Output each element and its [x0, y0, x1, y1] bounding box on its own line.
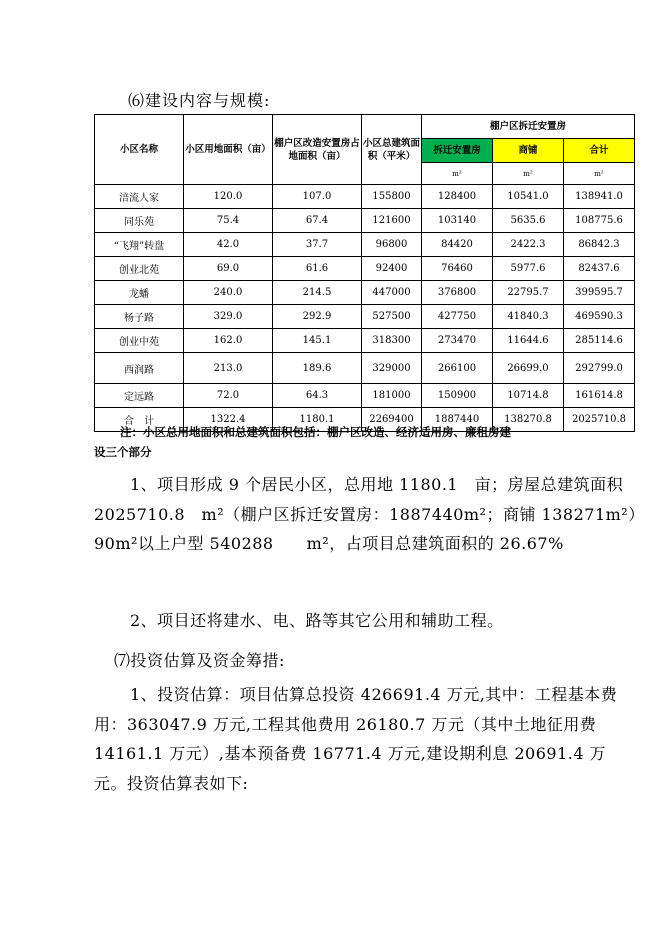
- cell-land-area: 329.0: [184, 305, 273, 329]
- cell-relocation: 76460: [422, 257, 493, 281]
- cell-shops: 26699.0: [493, 353, 564, 384]
- cell-build-area: 92400: [362, 257, 422, 281]
- cell-build-area: 2269400: [362, 408, 422, 432]
- table-row: [95, 384, 635, 408]
- cell-build-area: 181000: [362, 384, 422, 408]
- cell-reno-area: 189.6: [273, 353, 362, 384]
- cell-relocation: 273470: [422, 329, 493, 353]
- cell-shops: 138270.8: [493, 408, 564, 432]
- cell-build-area: 96800: [362, 233, 422, 257]
- cell-name: 龙蟠: [95, 281, 184, 305]
- unit-cell: m²: [564, 163, 635, 185]
- paragraph-project-summary: 1、项目形成 9 个居民小区，总用地 1180.1 亩；房屋总建筑面积 2025710.8 m²（棚户区拆迁安置房：1887440m²；商铺 138271m²）90m²以上户型 540288 m²，占项目总建筑面积的 26.67%: [94, 475, 637, 553]
- cell-total: 108775.6: [564, 209, 635, 233]
- cell-reno-area: 37.7: [273, 233, 362, 257]
- cell-shops: 10541.0: [493, 185, 564, 209]
- header-sub-shops: 商铺: [493, 139, 564, 163]
- table-row: [95, 233, 635, 257]
- cell-relocation: 427750: [422, 305, 493, 329]
- section-heading-investment: ⑺投资估算及资金筹措:: [114, 651, 285, 670]
- header-reno-area: 棚户区改造安置房占地面积（亩）: [273, 115, 362, 185]
- cell-shops: 5635.6: [493, 209, 564, 233]
- table-row: [95, 209, 635, 233]
- cell-land-area: 72.0: [184, 384, 273, 408]
- cell-reno-area: 61.6: [273, 257, 362, 281]
- section-heading-construction: ⑹建设内容与规模:: [128, 91, 271, 110]
- cell-build-area: 447000: [362, 281, 422, 305]
- table-row: [95, 305, 635, 329]
- cell-name: 杨子路: [95, 305, 184, 329]
- cell-build-area: 329000: [362, 353, 422, 384]
- paragraph-investment-estimate: 1、投资估算：项目估算总投资 426691.4 万元,其中：工程基本费用：363047.9 万元,工程其他费用 26180.7 万元（其中土地征用费 14161.1 万元）,基本预备费 16771.4 万元,建设期利息 20691.4 万元。投资估算表如下:: [94, 685, 618, 793]
- cell-land-area: 240.0: [184, 281, 273, 305]
- cell-relocation: 128400: [422, 185, 493, 209]
- table-note-line2: 设三个部分: [94, 445, 152, 459]
- cell-land-area: 120.0: [184, 185, 273, 209]
- table-row: [95, 329, 635, 353]
- header-group: 棚户区拆迁安置房: [422, 115, 635, 139]
- cell-name: 定远路: [95, 384, 184, 408]
- cell-name: 创业中苑: [95, 329, 184, 353]
- cell-shops: 2422.3: [493, 233, 564, 257]
- cell-total: 82437.6: [564, 257, 635, 281]
- header-sub-total: 合计: [564, 139, 635, 163]
- cell-name: 合 计: [95, 408, 184, 432]
- cell-shops: 22795.7: [493, 281, 564, 305]
- cell-name: 涪流人家: [95, 185, 184, 209]
- cell-reno-area: 64.3: [273, 384, 362, 408]
- cell-reno-area: 1180.1: [273, 408, 362, 432]
- cell-reno-area: 214.5: [273, 281, 362, 305]
- cell-total: 2025710.8: [564, 408, 635, 432]
- header-land-area: 小区用地面积（亩）: [184, 115, 273, 185]
- cell-total: 138941.0: [564, 185, 635, 209]
- header-name: 小区名称: [95, 115, 184, 185]
- cell-total: 285114.6: [564, 329, 635, 353]
- unit-cell: m²: [493, 163, 564, 185]
- cell-land-area: 1322.4: [184, 408, 273, 432]
- cell-build-area: 318300: [362, 329, 422, 353]
- cell-shops: 41840.3: [493, 305, 564, 329]
- unit-cell: m²: [422, 163, 493, 185]
- header-sub-relocation: 拆迁安置房: [422, 139, 493, 163]
- paragraph-utilities: 2、项目还将建水、电、路等其它公用和辅助工程。: [130, 611, 504, 630]
- table-note-line1: 注：小区总用地面积和总建筑面积包括：棚户区改造、经济适用房、廉租房建: [120, 425, 511, 439]
- construction-scale-table: [94, 114, 635, 432]
- cell-land-area: 69.0: [184, 257, 273, 281]
- table-row: [95, 185, 635, 209]
- cell-reno-area: 292.9: [273, 305, 362, 329]
- cell-land-area: 213.0: [184, 353, 273, 384]
- cell-land-area: 75.4: [184, 209, 273, 233]
- cell-relocation: 84420: [422, 233, 493, 257]
- cell-total: 399595.7: [564, 281, 635, 305]
- cell-name: 西润路: [95, 353, 184, 384]
- cell-relocation: 1887440: [422, 408, 493, 432]
- cell-total: 161614.8: [564, 384, 635, 408]
- cell-shops: 11644.6: [493, 329, 564, 353]
- header-build-area: 小区总建筑面积（平米）: [362, 115, 422, 185]
- cell-name: 创业北苑: [95, 257, 184, 281]
- cell-reno-area: 67.4: [273, 209, 362, 233]
- table-row: [95, 353, 635, 384]
- cell-total: 469590.3: [564, 305, 635, 329]
- cell-reno-area: 107.0: [273, 185, 362, 209]
- cell-relocation: 266100: [422, 353, 493, 384]
- cell-relocation: 376800: [422, 281, 493, 305]
- table-row: [95, 257, 635, 281]
- cell-build-area: 155800: [362, 185, 422, 209]
- cell-land-area: 162.0: [184, 329, 273, 353]
- cell-relocation: 150900: [422, 384, 493, 408]
- table-row: [95, 281, 635, 305]
- cell-name: “飞翔”转盘: [95, 233, 184, 257]
- cell-build-area: 527500: [362, 305, 422, 329]
- cell-total: 86842.3: [564, 233, 635, 257]
- cell-relocation: 103140: [422, 209, 493, 233]
- cell-total: 292799.0: [564, 353, 635, 384]
- cell-shops: 10714.8: [493, 384, 564, 408]
- cell-reno-area: 145.1: [273, 329, 362, 353]
- cell-land-area: 42.0: [184, 233, 273, 257]
- cell-build-area: 121600: [362, 209, 422, 233]
- cell-shops: 5977.6: [493, 257, 564, 281]
- cell-name: 同乐苑: [95, 209, 184, 233]
